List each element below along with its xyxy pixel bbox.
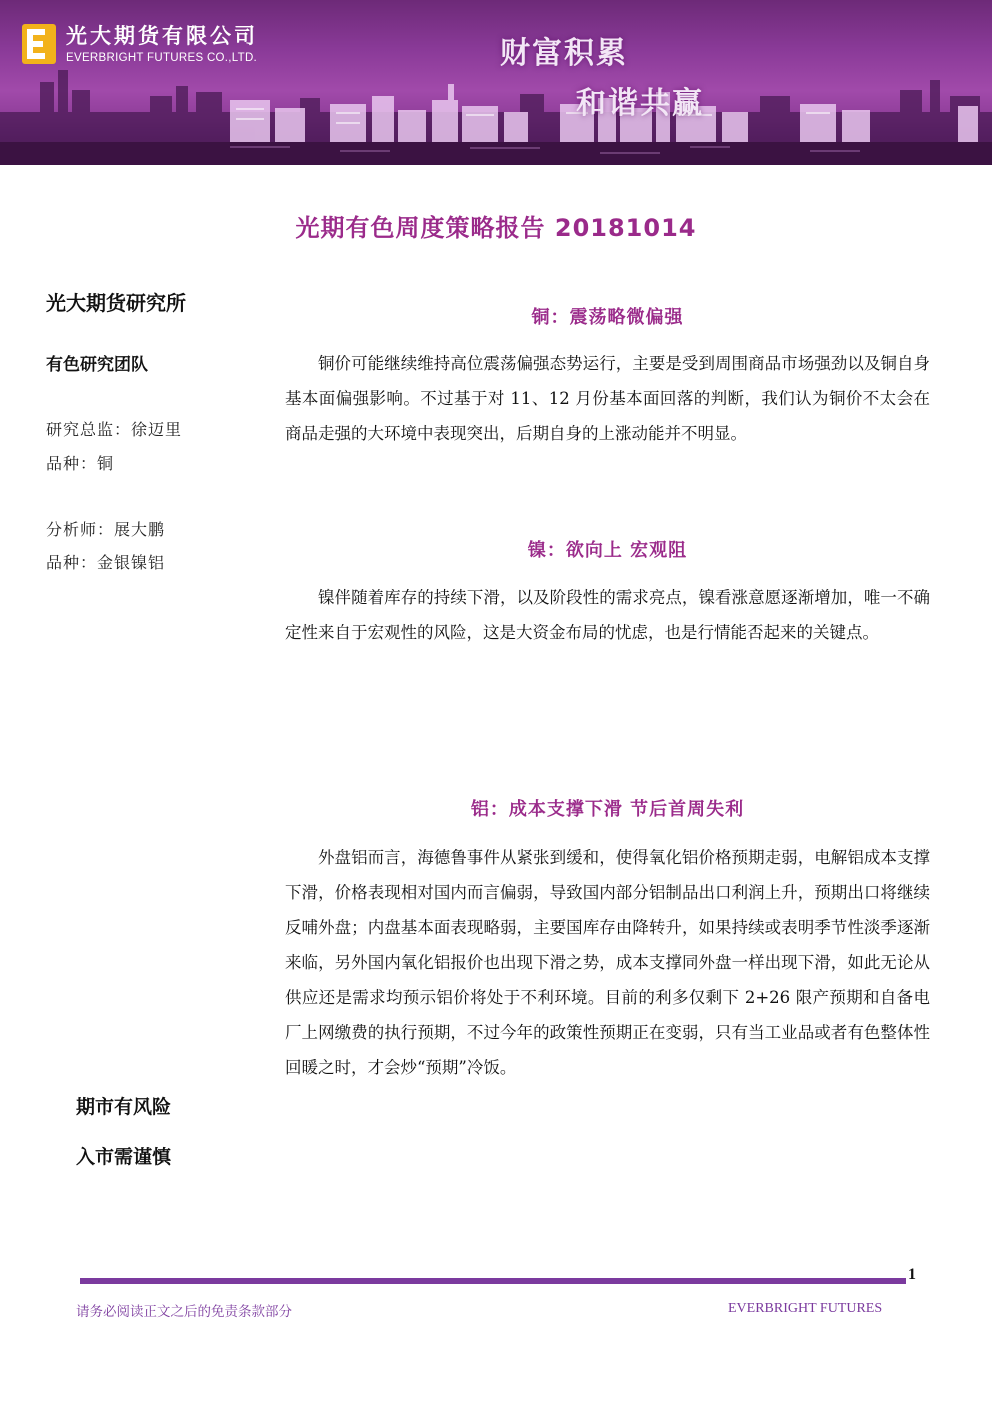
page-number: 1 (908, 1266, 916, 1283)
section-body-aluminum: 外盘铝而言，海德鲁事件从紧张到缓和，使得氧化铝价格预期走弱，电解铝成本支撑下滑，价格表现相对国内而言偏弱，导致国内部分铝制品出口利润上升，预期出口将继续反哺外盘；内盘基本面表现略弱，主要国库存由降转升，如果持续或表明季节性淡季逐渐来临，另外国内氧化铝报价也出现下滑之势，成本支撑同外盘一样出现下滑，如此无论从供应还是需求均预示铝价将处于不利环境。目前的利多仅剩下 2+26 限产预期和自备电厂上网缴费的执行预期，不过今年的政策性预期正在变弱，只有当工业品或者有色整体性回暖之时，才会炒“预期”冷饭。 (285, 848, 930, 1077)
footer-disclaimer: 请务必阅读正文之后的免责条款部分 (76, 1304, 292, 1320)
section-heading-nickel: 镍：欲向上 宏观阻 (527, 540, 688, 561)
section-heading-copper: 铜：震荡略微偏强 (531, 307, 684, 328)
sidebar-analyst-product: 品种：金银镍铝 (46, 553, 166, 572)
section-body-copper: 铜价可能继续维持高位震荡偏强态势运行，主要是受到周围商品市场强劲以及铜自身基本面偏强影响。不过基于对 11、12 月份基本面回落的判断，我们认为铜价不太会在商品走强的大环境中表现突出，后期自身的上涨动能并不明显。 (285, 354, 930, 443)
sidebar-analyst: 分析师：展大鹏 (46, 520, 166, 539)
footer-brand: EVERBRIGHT FUTURES (728, 1301, 883, 1316)
risk-warning-line-2: 入市需谨慎 (76, 1146, 172, 1168)
slogan-line-2: 和谐共赢 (576, 86, 704, 121)
report-title: 光期有色周度策略报告 20181014 (295, 214, 697, 242)
sidebar-team: 有色研究团队 (46, 355, 148, 375)
sidebar-institute: 光大期货研究所 (46, 291, 186, 315)
risk-warning-line-1: 期市有风险 (76, 1096, 172, 1118)
footer-divider (80, 1278, 906, 1284)
sidebar-director-product: 品种：铜 (46, 454, 115, 473)
company-name-cn: 光大期货有限公司 (66, 24, 258, 48)
header-banner (0, 0, 992, 165)
company-name-en: EVERBRIGHT FUTURES CO.,LTD. (66, 52, 258, 64)
slogan-line-1: 财富积累 (500, 36, 628, 71)
sidebar-director: 研究总监：徐迈里 (46, 420, 183, 439)
everbright-logo-icon (22, 24, 56, 64)
section-heading-aluminum: 铝：成本支撑下滑 节后首周失利 (470, 799, 745, 820)
section-body-nickel: 镍伴随着库存的持续下滑，以及阶段性的需求亮点，镍看涨意愿逐渐增加，唯一不确定性来自于宏观性的风险，这是大资金布局的忧虑，也是行情能否起来的关键点。 (285, 588, 930, 642)
